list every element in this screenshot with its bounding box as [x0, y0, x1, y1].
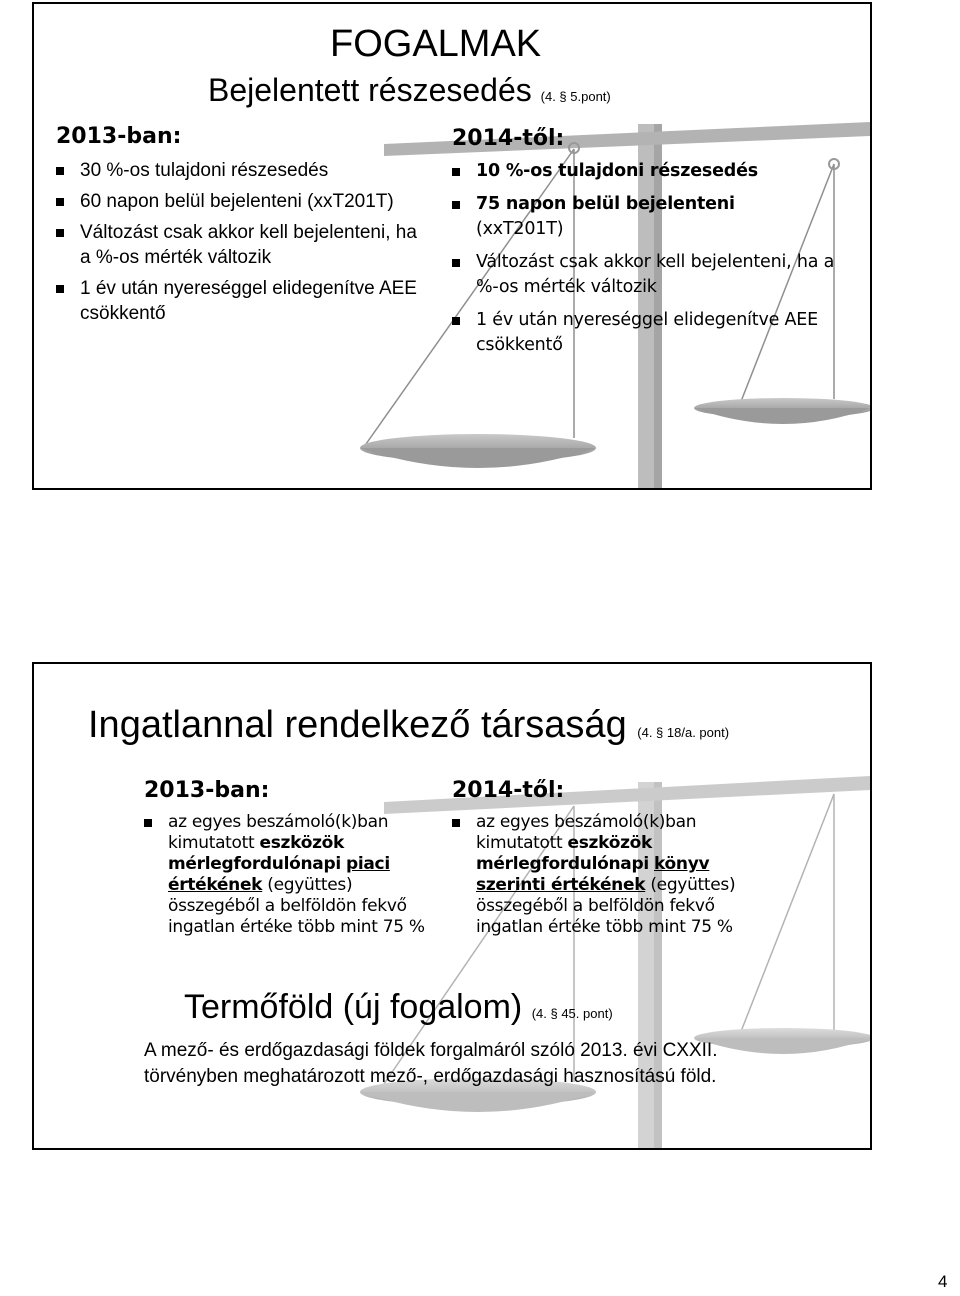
heading-2013: 2013-ban: [144, 778, 270, 803]
subtitle-reference: (4. § 5.pont) [540, 89, 611, 104]
list-item: 10 %-os tulajdoni részesedés [452, 159, 842, 184]
list-item: az egyes beszámoló(k)ban kimutatott eszközök mérlegfordulónapi piaci értékének (együttes) összegéből a belföldön fekvő ingatlan értéke több mint 75 % [144, 812, 434, 938]
subtitle-text: Bejelentett részesedés [208, 72, 532, 108]
list-2014 [452, 812, 742, 938]
slide-fogalmak [32, 2, 872, 490]
term-definition: A mező- és erdőgazdasági földek forgalmáról szóló 2013. évi CXXII. törvényben meghatározott mező-, erdőgazdasági hasznosítású föld. [144, 1040, 718, 1087]
list-item: az egyes beszámoló(k)ban kimutatott eszközök mérlegfordulónapi könyv szerinti értékének (együttes) összegéből a belföldön fekvő ingatlan értéke több mint 75 % [452, 812, 742, 938]
list-item: Változást csak akkor kell bejelenteni, ha a %-os mérték változik [56, 220, 426, 270]
list-item: 75 napon belül bejelenteni (xxT201T) [452, 192, 842, 242]
list-2014 [452, 159, 842, 366]
title-reference: (4. § 18/a. pont) [637, 725, 730, 740]
list-2013 [56, 158, 426, 332]
list-item: Változást csak akkor kell bejelenteni, ha a %-os mérték változik [452, 250, 842, 300]
term-title-text: Termőföld (új fogalom) [184, 988, 523, 1026]
heading-2014: 2014-től: [452, 126, 565, 151]
heading-2014: 2014-től: [452, 778, 565, 803]
list-item: 1 év után nyereséggel elidegenítve AEE csökkentő [56, 276, 426, 326]
slide-title [88, 702, 729, 756]
slide-subtitle [208, 70, 611, 117]
list-item: 60 napon belül bejelenteni (xxT201T) [56, 189, 426, 214]
list-2013 [144, 812, 434, 938]
term-title [184, 986, 613, 1035]
heading-2013: 2013-ban: [56, 124, 182, 149]
list-item: 30 %-os tulajdoni részesedés [56, 158, 426, 183]
page-number: 4 [938, 1272, 948, 1291]
list-item: 1 év után nyereséggel elidegenítve AEE csökkentő [452, 308, 842, 358]
slide-title: FOGALMAK [330, 23, 542, 65]
slide-ingatlannal [32, 662, 872, 1150]
term-reference: (4. § 45. pont) [531, 1006, 613, 1021]
title-text: Ingatlannal rendelkező társaság [88, 704, 627, 746]
